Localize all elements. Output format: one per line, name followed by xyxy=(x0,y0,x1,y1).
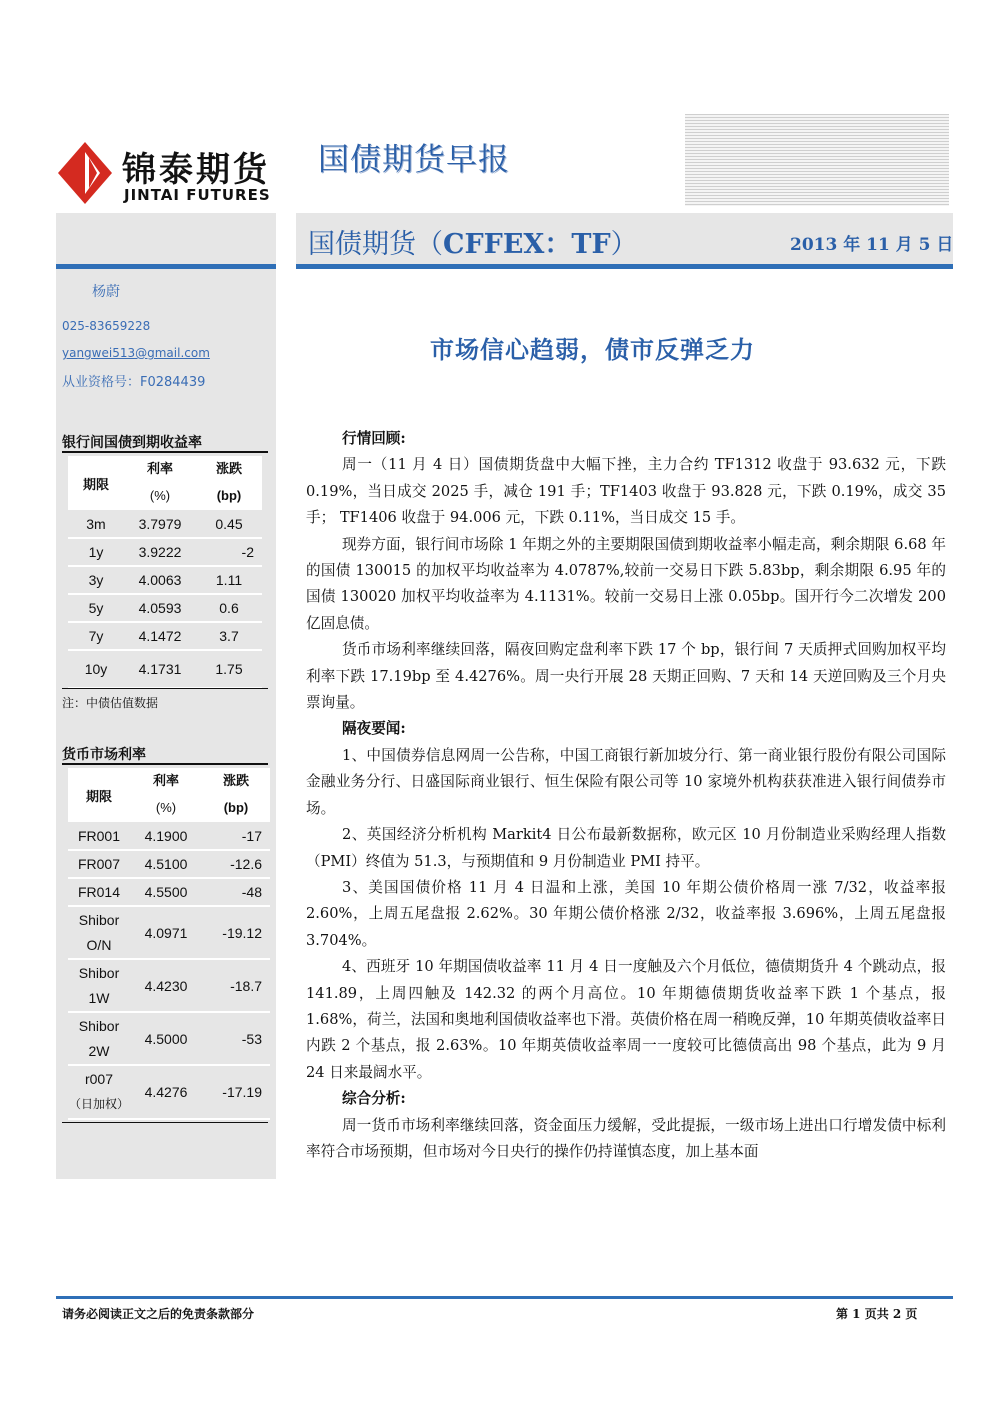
term-cell: FR001 xyxy=(68,822,130,850)
paragraph: 周一（11 月 4 日）国债期货盘中大幅下挫，主力合约 TF1312 收盘于 93.632 元，下跌 0.19%，当日成交 2025 手，减仓 191 手；TF1403 收盘于 93.828 元，下跌 0.19%，成交 35 手； TF1406 收盘于 94.006 元，下跌 0.11%，当日成交 15 手。 xyxy=(306,456,946,527)
table-row xyxy=(68,594,262,622)
table-row xyxy=(68,1065,270,1119)
table-row xyxy=(68,822,270,850)
report-date: 2013 年 11 月 5 日 xyxy=(790,235,954,255)
bond-section-title: 银行间国债到期收益率 xyxy=(62,435,202,451)
money-table-bottom-rule xyxy=(62,1122,268,1123)
subtitle-code: CFFEX：TF xyxy=(443,229,611,260)
change-cell: 0.6 xyxy=(196,594,262,622)
rate-cell: 4.4276 xyxy=(130,1065,202,1119)
sidebar-divider xyxy=(56,264,276,269)
table-row xyxy=(68,906,270,959)
col-change-label: 涨跌 xyxy=(222,774,249,789)
table-row xyxy=(68,622,262,650)
change-cell: 0.45 xyxy=(196,510,262,538)
article-headline: 市场信心趋弱，债市反弹乏力 xyxy=(430,335,755,364)
paragraph: 1、中国债券信息网周一公告称，中国工商银行新加坡分行、第一商业银行股份有限公司国际金融业务分行、日盛国际商业银行、恒生保险有限公司等 10 家境外机构获获准进入银行间债券市场。 xyxy=(306,746,946,817)
term-cell: FR014 xyxy=(68,878,130,906)
section-heading: 综合分析: xyxy=(342,1090,406,1108)
rate-cell: 4.0063 xyxy=(124,566,196,594)
logo-diamond-icon xyxy=(56,140,114,206)
col-change-unit: (bp) xyxy=(216,488,242,503)
table-row xyxy=(68,959,270,1012)
col-change-header xyxy=(202,768,270,822)
paragraph: 周一货币市场利率继续回落，资金面压力缓解，受此提振，一级市场上进出口行增发债中标利率符合市场预期，但市场对今日央行的操作仍持谨慎态度，加上基本面 xyxy=(306,1116,946,1160)
term-line-2: 2W xyxy=(88,1042,110,1059)
term-cell xyxy=(68,906,130,959)
change-cell: -48 xyxy=(202,878,270,906)
rate-cell: 4.1472 xyxy=(124,622,196,650)
logo-chinese-name: 锦泰期货 xyxy=(122,150,270,190)
rate-cell: 3.7979 xyxy=(124,510,196,538)
subtitle-suffix: ） xyxy=(610,229,638,260)
change-cell: -19.12 xyxy=(202,906,270,959)
header-hatch-decoration xyxy=(685,114,949,206)
term-cell: 10y xyxy=(68,650,124,688)
col-term-header: 期限 xyxy=(68,768,130,822)
col-change-unit: (bp) xyxy=(223,800,249,815)
money-section-rule xyxy=(62,763,268,765)
bond-section-rule xyxy=(62,451,268,453)
col-term-header: 期限 xyxy=(68,456,124,510)
term-line-2: （日加权） xyxy=(68,1097,129,1111)
rate-cell: 4.0593 xyxy=(124,594,196,622)
col-rate-unit: (%) xyxy=(155,800,177,815)
rate-cell: 4.1731 xyxy=(124,650,196,688)
term-line-1: Shibor xyxy=(78,911,120,928)
money-section-title: 货币市场利率 xyxy=(62,747,146,763)
report-title: 国债期货早报 xyxy=(318,142,510,178)
paragraph: 4、西班牙 10 年期国债收益率 11 月 4 日一度触及六个月低位，德债期货升 4 个跳动点，报 141.89，上周四触及 142.32 的两个月高位。10 年期德债期货收益率下跌 1 个基点，报 1.68%，荷兰，法国和奥地利国债收益率也下滑。英债价格在周一稍晚反弹，10 年期英债收益率日内跌 2 个基点，报 2.63%。10 年期英债收益率周一一度较可比德债高出 98 个基点，此为 9 月 24 日来最阔水平。 xyxy=(306,958,946,1081)
col-rate-label: 利率 xyxy=(152,774,179,789)
logo-english-name: JINTAI FUTURES xyxy=(124,186,271,204)
term-cell xyxy=(68,1012,130,1065)
term-cell xyxy=(68,1065,130,1119)
term-cell: 7y xyxy=(68,622,124,650)
paragraph: 现券方面，银行间市场除 1 年期之外的主要期限国债到期收益率小幅走高，剩余期限 6.68 年的国债 130015 的加权平均收益率为 4.0787%,较前一交易日下跌 5.83bp，剩余期限 6.95 年的国债 130020 加权平均收益率为 4.1131%。较前一交易日上涨 0.05bp。国开行今二次增发 200 亿固息债。 xyxy=(306,535,946,632)
bond-table-note: 注：中债估值数据 xyxy=(62,696,159,710)
change-cell: 1.11 xyxy=(196,566,262,594)
rate-cell: 4.1900 xyxy=(130,822,202,850)
table-row xyxy=(68,650,262,688)
author-email-link[interactable]: yangwei513@gmail.com xyxy=(62,346,210,360)
footer-disclaimer: 请务必阅读正文之后的免责条款部分 xyxy=(62,1307,255,1321)
paragraph: 2、英国经济分析机构 Markit4 日公布最新数据称，欧元区 10 月份制造业采购经理人指数（PMI）终值为 51.3，与预期值和 9 月份制造业 PMI 持平。 xyxy=(306,826,946,870)
rate-cell: 4.4230 xyxy=(130,959,202,1012)
change-cell: -18.7 xyxy=(202,959,270,1012)
rate-cell: 4.5000 xyxy=(130,1012,202,1065)
subtitle-prefix: 国债期货（ xyxy=(308,229,443,260)
change-cell: -12.6 xyxy=(202,850,270,878)
table-row xyxy=(68,566,262,594)
change-cell: 1.75 xyxy=(196,650,262,688)
term-line-1: Shibor xyxy=(78,964,120,981)
term-line-2: 1W xyxy=(88,989,110,1006)
rate-cell: 4.5100 xyxy=(130,850,202,878)
change-cell: -17.19 xyxy=(202,1065,270,1119)
bond-yield-table xyxy=(68,456,262,689)
term-cell: FR007 xyxy=(68,850,130,878)
term-line-2: O/N xyxy=(86,936,112,953)
col-rate-header xyxy=(124,456,196,510)
term-cell xyxy=(68,959,130,1012)
term-cell: 3y xyxy=(68,566,124,594)
term-cell: 3m xyxy=(68,510,124,538)
rate-cell: 4.5500 xyxy=(130,878,202,906)
money-market-table xyxy=(68,768,270,1120)
col-rate-header xyxy=(130,768,202,822)
paragraph: 3、美国国债价格 11 月 4 日温和上涨，美国 10 年期公债价格周一涨 7/32，收益率报 2.60%，上周五尾盘报 2.62%。30 年期公债价格涨 2/32，收益率报 3.696%，上周五尾盘报 3.704%。 xyxy=(306,878,946,949)
author-phone: 025-83659228 xyxy=(62,319,151,333)
author-name: 杨蔚 xyxy=(92,284,120,300)
change-cell: -17 xyxy=(202,822,270,850)
author-license: 从业资格号：F0284439 xyxy=(62,375,206,390)
table-row xyxy=(68,510,262,538)
change-cell: -53 xyxy=(202,1012,270,1065)
change-cell: 3.7 xyxy=(196,622,262,650)
col-rate-label: 利率 xyxy=(146,462,173,477)
rate-cell: 3.9222 xyxy=(124,538,196,566)
company-logo xyxy=(56,140,276,206)
table-row xyxy=(68,878,270,906)
rate-cell: 4.0971 xyxy=(130,906,202,959)
section-heading: 行情回顾: xyxy=(342,430,406,447)
term-cell: 1y xyxy=(68,538,124,566)
term-line-1: Shibor xyxy=(78,1017,120,1034)
col-rate-unit: (%) xyxy=(149,488,171,503)
paragraph: 货币市场利率继续回落，隔夜回购定盘利率下跌 17 个 bp，银行间 7 天质押式回购加权平均利率下跌 17.19bp 至 4.4276%。周一央行开展 28 天期正回购、7 天和 14 天逆回购及三个月央票询量。 xyxy=(306,641,946,712)
term-cell: 5y xyxy=(68,594,124,622)
bond-table-header xyxy=(68,456,262,510)
change-cell: -2 xyxy=(196,538,262,566)
table-row xyxy=(68,1012,270,1065)
section-heading: 隔夜要闻: xyxy=(342,720,406,738)
term-line-1: r007 xyxy=(84,1071,114,1087)
table-row xyxy=(68,850,270,878)
subtitle-divider xyxy=(296,264,953,269)
page-number: 第 1 页共 2 页 xyxy=(836,1307,918,1321)
article-body xyxy=(306,426,946,1165)
bond-table-bottom-rule xyxy=(62,688,268,689)
col-change-header xyxy=(196,456,262,510)
report-subtitle xyxy=(308,222,638,261)
col-change-label: 涨跌 xyxy=(215,462,242,477)
footer-rule xyxy=(56,1296,953,1299)
money-table-header xyxy=(68,768,270,822)
table-row xyxy=(68,538,262,566)
